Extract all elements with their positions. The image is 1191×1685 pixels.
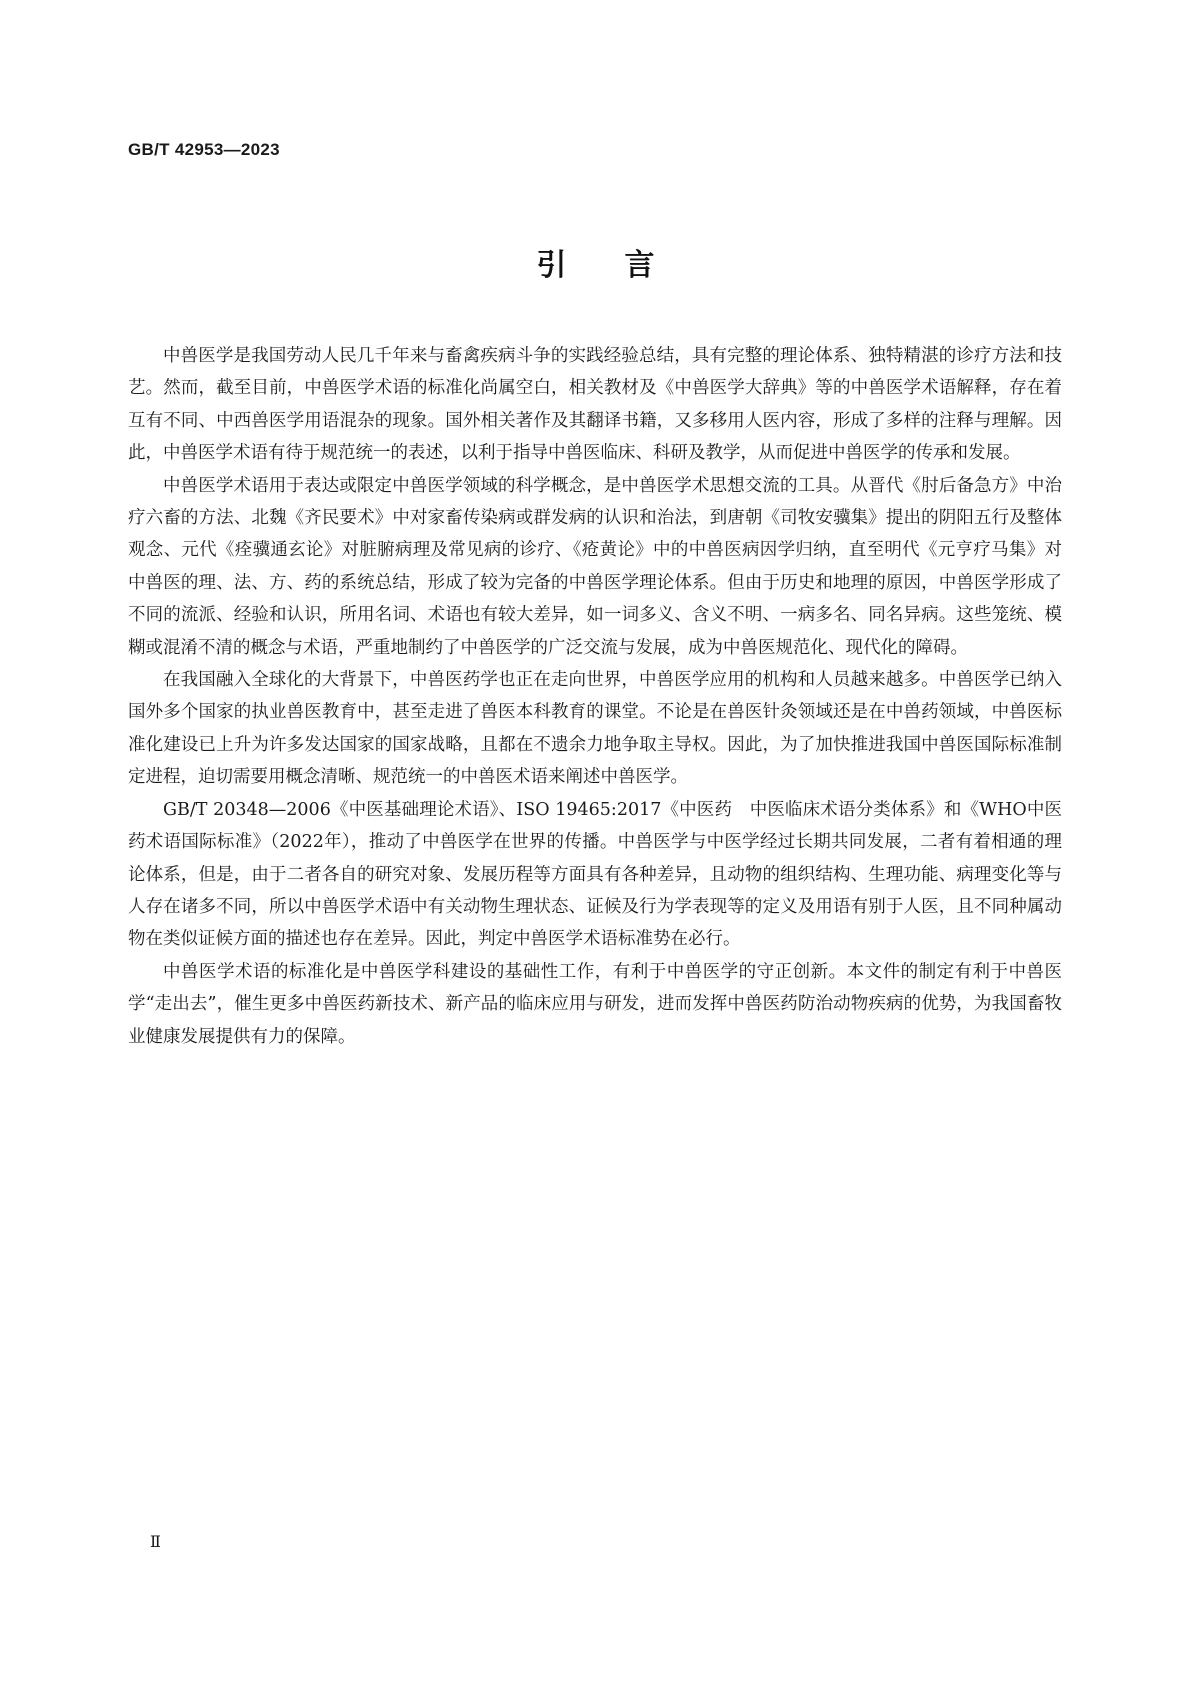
paragraph-5: 中兽医学术语的标准化是中兽医学科建设的基础性工作，有利于中兽医学的守正创新。本文件的制定有利于中兽医学“走出去”，催生更多中兽医药新技术、新产品的临床应用与研发，进而发挥中兽医药防治动物疾病的优势，为我国畜牧业健康发展提供有力的保障。	[128, 961, 1062, 1047]
page-number: Ⅱ	[150, 1532, 161, 1551]
paragraph-1: 中兽医学是我国劳动人民几千年来与畜禽疾病斗争的实践经验总结，具有完整的理论体系、独特精湛的诊疗方法和技艺。然而，截至目前，中兽医学术语的标准化尚属空白，相关教材及《中兽医学大辞典》等的中兽医学术语解释，存在着互有不同、中西兽医学用语混杂的现象。国外相关著作及其翻译书籍，又多移用人医内容，形成了多样的注释与理解。因此，中兽医学术语有待于规范统一的表述，以利于指导中兽医临床、科研及教学，从而促进中兽医学的传承和发展。	[128, 346, 1062, 464]
paragraph-4: GB/T 20348—2006《中医基础理论术语》、ISO 19465:2017《中医药 中医临床术语分类体系》和《WHO中医药术语国际标准》（2022年），推动了中兽医学在世界的传播。中兽医学与中医学经过长期共同发展，二者有着相通的理论体系，但是，由于二者各自的研究对象、发展历程等方面具有各种差异，且动物的组织结构、生理功能、病理变化等与人存在诸多不同，所以中兽医学术语中有关动物生理状态、证候及行为学表现等的定义及用语有别于人医，且不同种属动物在类似证候方面的描述也存在差异。因此，判定中兽医学术语标准势在必行。	[128, 799, 1062, 950]
introduction-body	[128, 340, 1062, 1053]
document-code: GB/T 42953—2023	[128, 140, 280, 159]
paragraph-2: 中兽医学术语用于表达或限定中兽医学领域的科学概念，是中兽医学术思想交流的工具。从晋代《肘后备急方》中治疗六畜的方法、北魏《齐民要术》中对家畜传染病或群发病的认识和治法，到唐朝《司牧安骥集》提出的阴阳五行及整体观念、元代《痊骥通玄论》对脏腑病理及常见病的诊疗、《疮黄论》中的中兽医病因学归纳，直至明代《元亨疗马集》对中兽医的理、法、方、药的系统总结，形成了较为完备的中兽医学理论体系。但由于历史和地理的原因，中兽医学形成了不同的流派、经验和认识，所用名词、术语也有较大差异，如一词多义、含义不明、一病多名、同名异病。这些笼统、模糊或混淆不清的概念与术语，严重地制约了中兽医学的广泛交流与发展，成为中兽医规范化、现代化的障碍。	[128, 475, 1062, 658]
section-title: 引言	[536, 248, 713, 283]
paragraph-3: 在我国融入全球化的大背景下，中兽医药学也正在走向世界，中兽医学应用的机构和人员越来越多。中兽医学已纳入国外多个国家的执业兽医教育中，甚至走进了兽医本科教育的课堂。不论是在兽医针灸领域还是在中兽药领域，中兽医标准化建设已上升为许多发达国家的国家战略，且都在不遗余力地争取主导权。因此，为了加快推进我国中兽医国际标准制定进程，迫切需要用概念清晰、规范统一的中兽医术语来阐述中兽医学。	[128, 670, 1062, 788]
